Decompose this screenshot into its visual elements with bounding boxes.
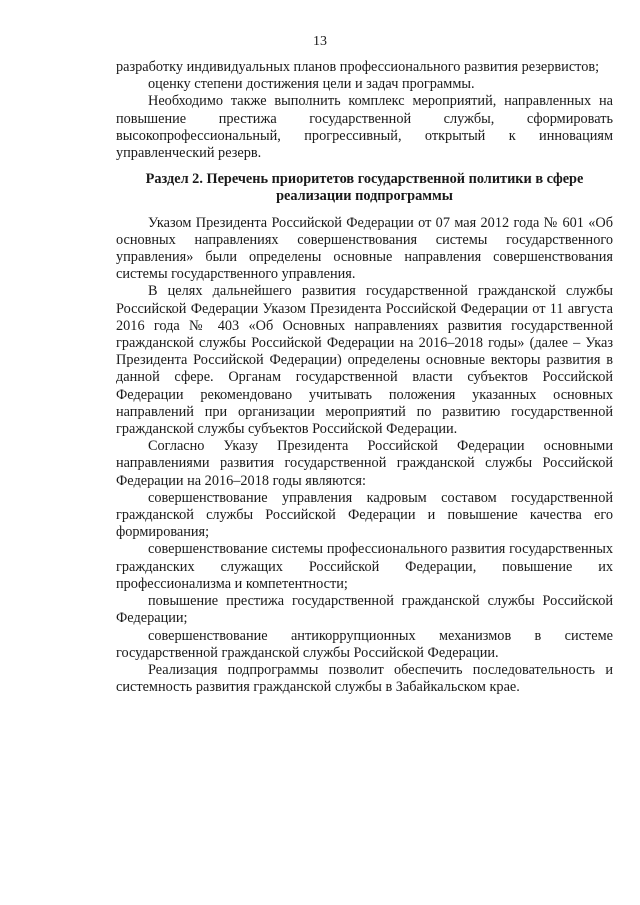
list-item-personnel-management: совершенствование управления кадровым составом государственной гражданской службы Российской Федерации и повышение качества его формирования; [116, 489, 613, 541]
paragraph-subprogram-result: Реализация подпрограммы позволит обеспечить последовательность и системность развития гражданской службы в Забайкальском крае. [116, 661, 613, 696]
page-number: 13 [313, 34, 327, 49]
list-item-goal-assessment: оценку степени достижения цели и задач программы. [148, 76, 475, 93]
list-item-service-prestige: повышение престижа государственной гражданской службы Российской Федерации; [116, 593, 613, 627]
paragraph-decree-601: Указом Президента Российской Федерации от 07 мая 2012 года № 601 «Об основных направлениях совершенствования системы государственного управления» были определены основные направления совершенствования системы государственного управления. [116, 214, 613, 283]
list-item-anticorruption: совершенствование антикоррупционных механизмов в системе государственной гражданской службы Российской Федерации. [116, 627, 613, 661]
paragraph-main-directions: Согласно Указу Президента Российской Федерации основными направлениями развития государственной гражданской службы Российской Федерации на 2016–2018 годы являются: [116, 438, 613, 489]
paragraph-prestige-measures: Необходимо также выполнить комплекс мероприятий, направленных на повышение престижа государственной службы, сформировать высокопрофессиональный, прогрессивный, открытый к инновациям управленческий резерв. [116, 93, 613, 162]
paragraph-decree-403: В целях дальнейшего развития государственной гражданской службы Российской Федерации Указом Президента Российской Федерации от 11 августа 2016 года № 403 «Об Основных направлениях развития государственной гражданской службы Российской Федерации на 2016–2018 годы» (далее – Указ Президента Российской Федерации) определены основные векторы развития в данной сфере. Органам государственной власти субъектов Российской Федерации рекомендовано учитывать положения указанных основных направлений при организации мероприятий по развитию государственной гражданской службы субъектов Российской Федерации. [116, 283, 613, 438]
document-body [116, 59, 613, 696]
list-item-professional-development: совершенствование системы профессионального развития государственных гражданских служащих Российской Федерации, повышение их профессионализма и компетентности; [116, 541, 613, 592]
section-heading: Раздел 2. Перечень приоритетов государственной политики в сфере реализации подпрограммы [145, 171, 584, 205]
list-item-individual-plans: разработку индивидуальных планов профессионального развития резервистов; [116, 59, 600, 75]
